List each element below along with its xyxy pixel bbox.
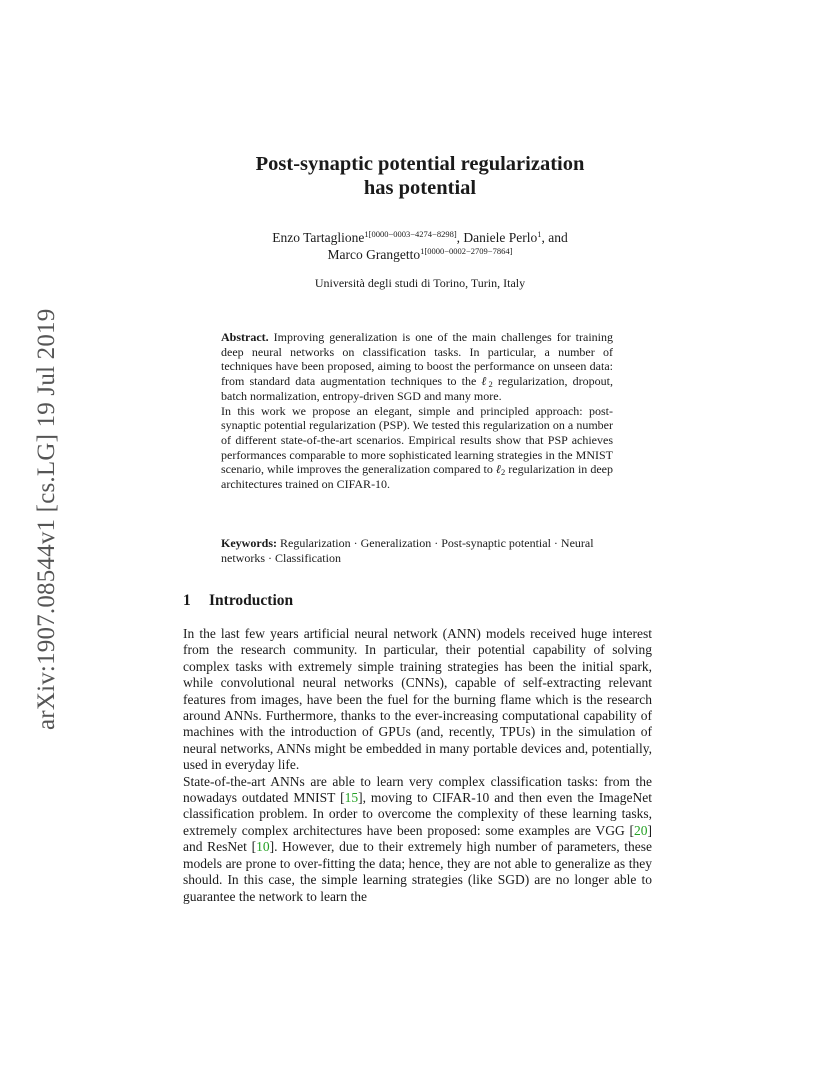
abstract-text: Improving generalization is one of the main challenges for training deep neural networks on classification tasks. In particular, a number of techniques have been proposed, aiming to boost the performance on unseen data: from standard data augmentation techniques to the [221, 330, 613, 389]
abstract-label: Abstract. [221, 330, 269, 344]
keywords [221, 536, 613, 565]
title-line-1: Post-synaptic potential regularization [255, 153, 585, 175]
body-text-span: ], moving to CIFAR-10 and then even the ImageNet classification problem. In order to overcome the complexity of these learning tasks, extremely complex architectures have been proposed: some examples are VGG [ [183, 790, 652, 838]
section-title: Introduction [209, 592, 294, 609]
author-name: Enzo Tartaglione [272, 230, 365, 245]
citation-link[interactable]: 15 [344, 790, 359, 806]
abstract-paragraph-1 [221, 330, 613, 404]
keywords-text: Regularization · Generalization · Post-synaptic potential · Neural networks · Classification [221, 536, 594, 565]
citation-link[interactable]: 20 [634, 822, 648, 838]
body-text-span: ] and ResNet [ [183, 822, 652, 855]
author-name: Daniele Perlo [463, 230, 538, 245]
abstract-text: In this work we propose an elegant, simple and principled approach: post-synaptic potential regularization (PSP). We tested this regularization on a number of different state-of-the-art scenarios. Empirical results show that PSP achieves performances comparable to more sophisticated learning strategies in the MNIST scenario, while improves the generalization compared to [221, 403, 613, 477]
abstract-text: regularization, dropout, batch normalization, entropy-driven SGD and many more. [221, 374, 613, 403]
keywords-label: Keywords: [221, 536, 277, 550]
abstract-text: regularization in deep architectures trained on CIFAR-10. [221, 462, 614, 492]
affiliation: Università degli studi di Torino, Turin, Italy [314, 276, 526, 290]
author-orcid: 1[0000−0002−2709−7864] [420, 246, 513, 256]
body-text [183, 626, 652, 905]
body-paragraph-2 [183, 774, 652, 905]
body-paragraph-1: In the last few years artificial neural network (ANN) models received huge interest from the research community. In particular, their potential capability of solving complex tasks with extremely simple training strategies has been the initial spark, while convolutional neural networks (CNNs), capable of self-extracting relevant features from images, have been the fuel for the burning flame which is the research around ANNs. Furthermore, thanks to the ever-increasing computational capability of machines with the introduction of GPUs (and, recently, TPUs) in the simulation of neural networks, ANNs might be embedded in many portable devices and, potentially, used in everyday life. [183, 626, 652, 773]
ell-symbol: ℓ [495, 462, 501, 477]
author-list [150, 229, 690, 263]
author-name: Marco Grangetto [327, 247, 421, 262]
arxiv-identifier: arXiv:1907.08544v1 [cs.LG] 19 Jul 2019 [33, 308, 60, 730]
author-separator: , [456, 230, 464, 245]
title-line-2: has potential [363, 177, 477, 199]
abstract [221, 330, 613, 492]
author-separator: , and [541, 230, 568, 245]
ell-subscript: 2 [488, 379, 493, 390]
author-affil-mark: 1 [537, 229, 542, 239]
paper-title [150, 152, 690, 200]
ell-symbol: ℓ [481, 374, 489, 389]
author-orcid: 1[0000−0003−4274−8298] [364, 229, 457, 239]
section-number: 1 [183, 592, 191, 609]
citation-link[interactable]: 10 [256, 839, 270, 855]
abstract-paragraph-2 [221, 404, 613, 492]
section-heading [183, 592, 293, 610]
ell-subscript: 2 [500, 467, 506, 478]
body-text-span: ]. However, due to their extremely high number of parameters, these models are prone to over-fitting the data; hence, they are not able to generalize as they should. In this case, the simple learning strategies (like SGD) are no longer able to guarantee the network to learn the [183, 839, 652, 904]
body-text-span: State-of-the-art ANNs are able to learn very complex classification tasks: from the nowadays outdated MNIST [ [183, 773, 652, 806]
